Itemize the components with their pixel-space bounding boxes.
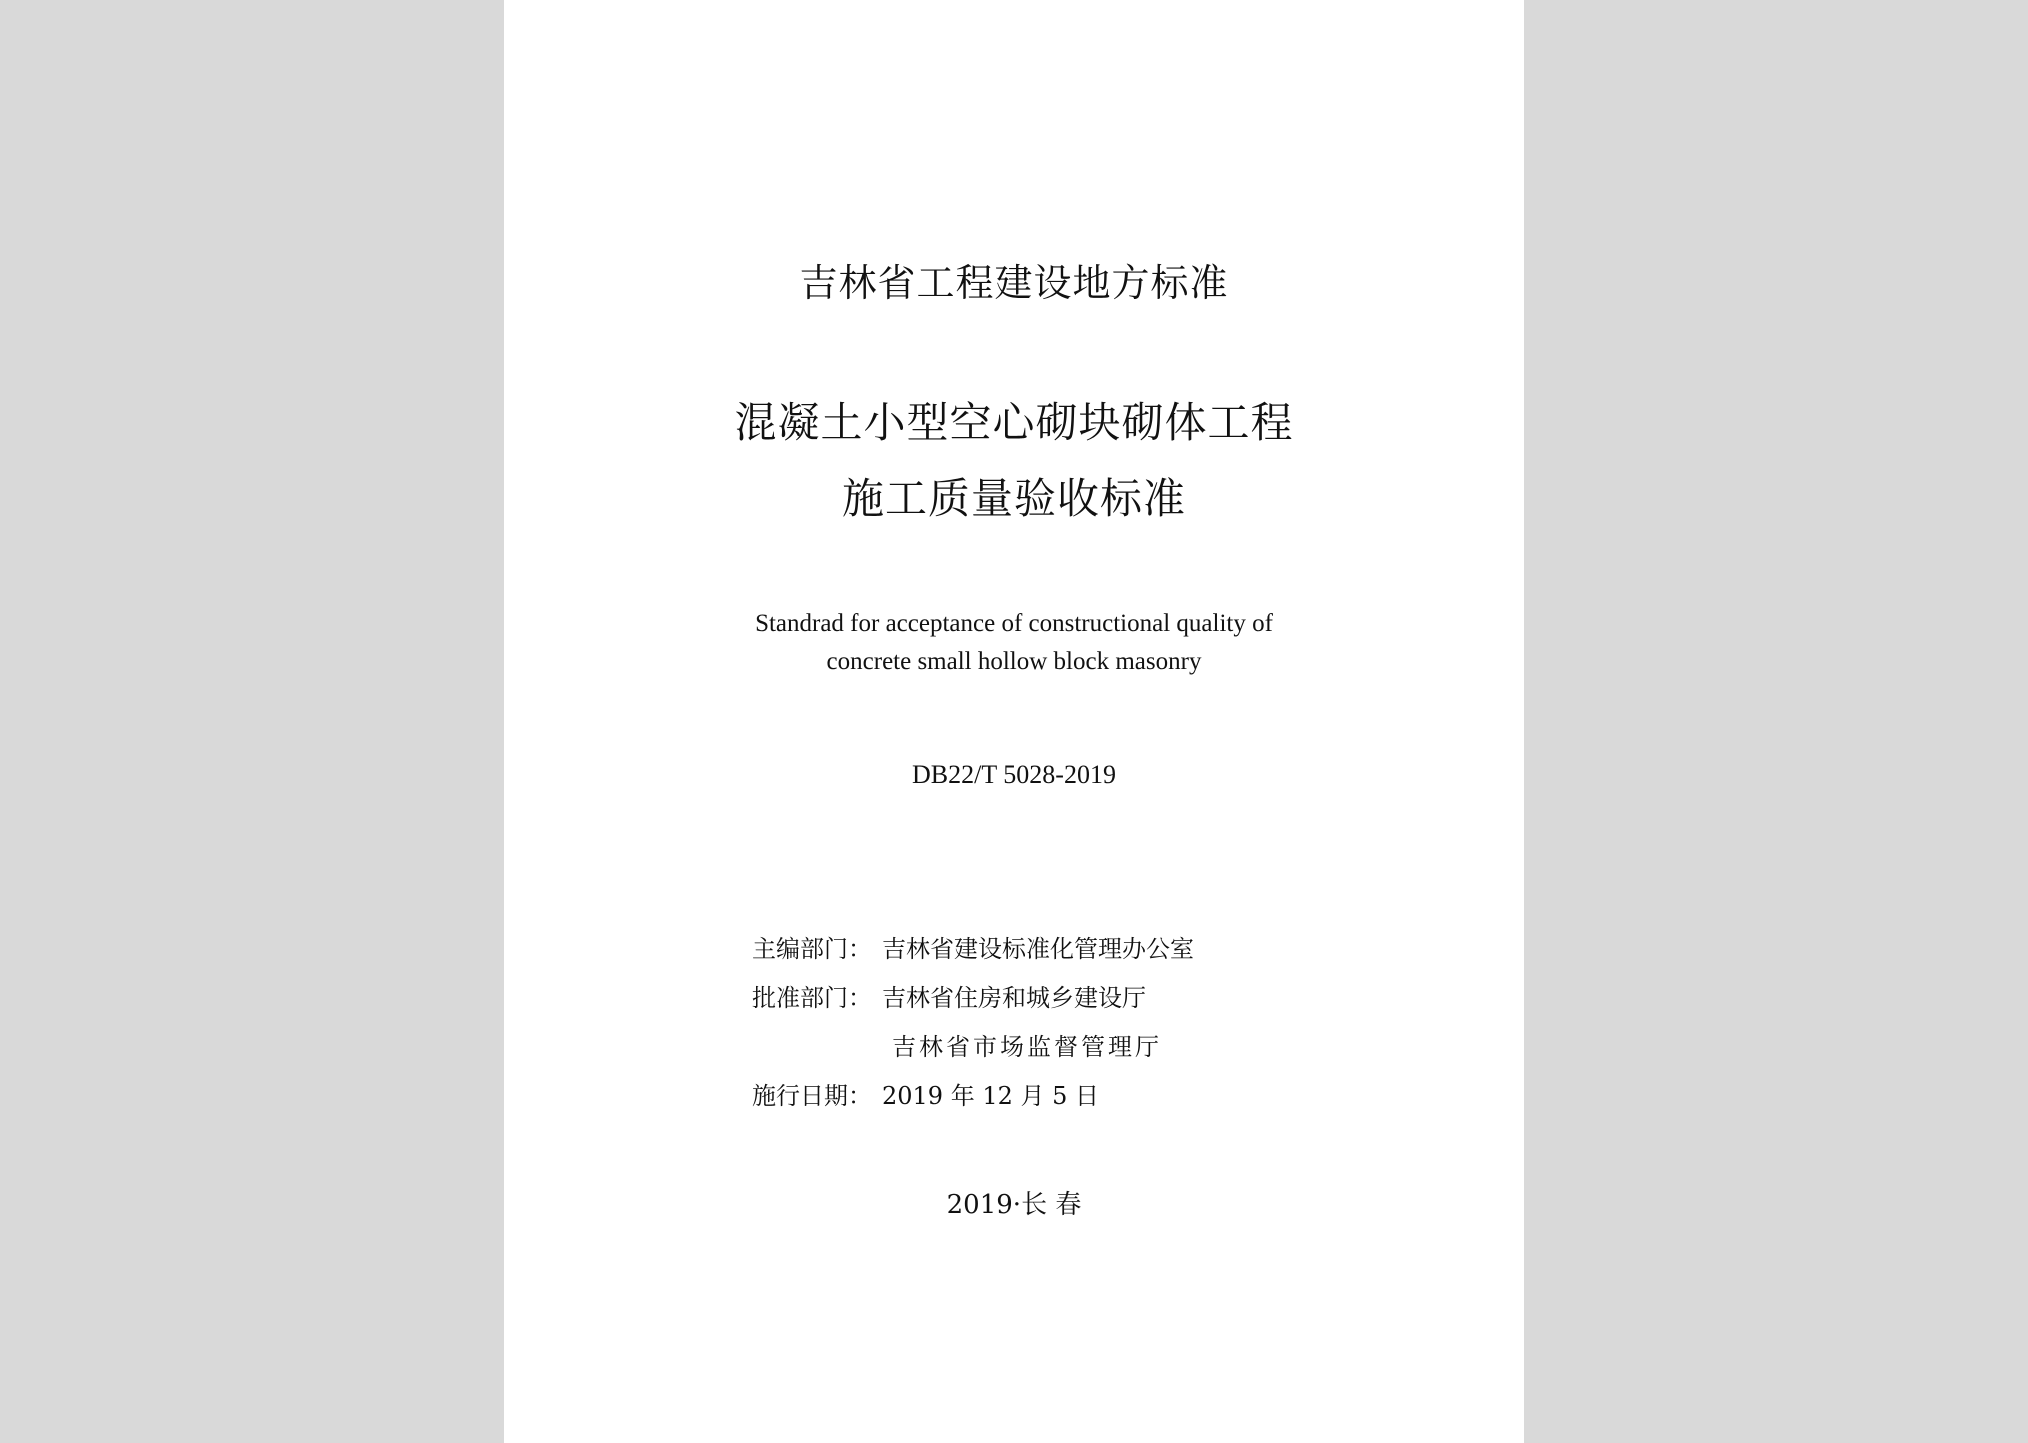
document-title [504, 385, 1524, 537]
english-title-line-1: Standrad for acceptance of constructional quality of [755, 610, 1273, 637]
editor-label: 主编部门： [752, 935, 872, 963]
approver-row-2 [752, 1023, 1194, 1072]
publication-info [752, 925, 1194, 1121]
approver-row [752, 974, 1194, 1023]
approver-label: 批准部门： [752, 984, 872, 1012]
editor-value: 吉林省建设标准化管理办公室 [882, 935, 1194, 963]
effective-row [752, 1072, 1194, 1121]
english-title-line-2: concrete small hollow block masonry [826, 648, 1202, 675]
standard-code: DB22/T 5028-2019 [912, 760, 1116, 789]
english-title [504, 605, 1524, 681]
effective-label: 施行日期： [752, 1082, 872, 1110]
document-page [504, 0, 1524, 1443]
title-line-1: 混凝土小型空心砌块砌体工程 [734, 398, 1294, 447]
title-line-2: 施工质量验收标准 [841, 474, 1186, 523]
approver-value-2: 吉林省市场监督管理厅 [892, 1033, 1162, 1061]
place-and-year: 2019·长 春 [946, 1190, 1082, 1220]
approver-value-1: 吉林省住房和城乡建设厅 [882, 984, 1146, 1012]
effective-value: 2019 年 12 月 5 日 [882, 1082, 1100, 1110]
editor-row [752, 925, 1194, 974]
standard-category: 吉林省工程建设地方标准 [799, 261, 1229, 305]
